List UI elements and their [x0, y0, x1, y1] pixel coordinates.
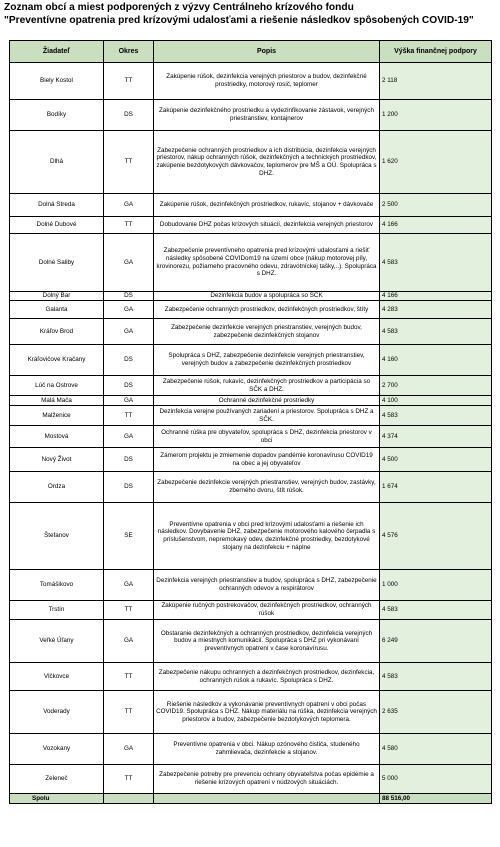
- applicant-cell: Biely Kostol: [10, 63, 104, 100]
- amount-cell: 4 580: [380, 734, 492, 765]
- description-cell: Zakúpenie dezinfekčného prostriedku a vydezinfikovanie zástavok, verejných priestranstiev, kontajnerov: [154, 100, 380, 131]
- table-row: [10, 217, 492, 234]
- amount-cell: 4 100: [380, 396, 492, 406]
- table-row: [10, 406, 492, 426]
- district-cell: TT: [104, 406, 154, 426]
- applicant-cell: Zeleneč: [10, 765, 104, 794]
- amount-cell: 6 249: [380, 620, 492, 663]
- header-applicant: Žiadateľ: [10, 41, 104, 63]
- district-cell: GA: [104, 234, 154, 292]
- total-district-cell: [104, 794, 154, 804]
- description-cell: Ochranné dezinfekčné prostriedky: [154, 396, 380, 406]
- heading-line-2: "Preventívne opatrenia pred krízovými udalosťami a riešenie následkov spôsobených COVID-19": [4, 14, 474, 26]
- applicant-cell: Dolné Saliby: [10, 234, 104, 292]
- applicant-cell: Kráľovičove Kračany: [10, 345, 104, 376]
- amount-cell: 2 500: [380, 194, 492, 217]
- district-cell: TT: [104, 217, 154, 234]
- document-heading: [4, 2, 498, 27]
- district-cell: DS: [104, 292, 154, 301]
- amount-cell: 4 160: [380, 345, 492, 376]
- table-row: [10, 301, 492, 319]
- description-cell: Ochranné rúška pre obyvateľov, spolupráca s DHZ, dezinfekcia priestorov v obci: [154, 426, 380, 448]
- district-cell: DS: [104, 448, 154, 472]
- applicant-cell: Malá Mača: [10, 396, 104, 406]
- amount-cell: 4 283: [380, 301, 492, 319]
- description-cell: Zabezpečenie ochranných prostriedkov a ich distribúcia, dezinfekcia verejných priestorov, nákup ochranných rúšok, dezinfekčných a technických prostriedkov, zakúpenie bezdotykových dávkovačov, teplomerov pre MŠ a OÚ. Spolupráca s DHZ.: [154, 131, 380, 194]
- description-cell: Dobudovanie DHZ počas krízových situácií, dezinfekcia verejných priestorov: [154, 217, 380, 234]
- applicant-cell: Kráľov Brod: [10, 319, 104, 345]
- description-cell: Zabezpečenie ochranných prostriedkov, dezinfekčných prostriedkov, štíty: [154, 301, 380, 319]
- table-row: [10, 292, 492, 301]
- description-cell: Zakúpenie rúšok, dezinfekčných prostriedkov, rukavíc, stojanov + dávkovače: [154, 194, 380, 217]
- district-cell: TT: [104, 691, 154, 734]
- district-cell: TT: [104, 765, 154, 794]
- district-cell: DS: [104, 472, 154, 503]
- table-row: [10, 426, 492, 448]
- district-cell: DS: [104, 376, 154, 396]
- applicant-cell: Vlčkovce: [10, 663, 104, 691]
- applicant-cell: Dlhá: [10, 131, 104, 194]
- table-row: [10, 472, 492, 503]
- applicant-cell: Veľké Úľany: [10, 620, 104, 663]
- table-row: [10, 734, 492, 765]
- table-row: [10, 376, 492, 396]
- district-cell: TT: [104, 601, 154, 620]
- district-cell: TT: [104, 663, 154, 691]
- description-cell: Preventívne opatrenia v obci pred krízovými udalosťami a riešenie ich následkov. Dovybavenie DHZ, zabezpečenie motorového kalového čerpadla s príslušenstvom, nepremokavý odev, dezinfekčné prostriedky, bezdotykové stojany na dezinfekciu + náplne: [154, 503, 380, 570]
- district-cell: GA: [104, 396, 154, 406]
- applicant-cell: Tomášikovo: [10, 570, 104, 601]
- district-cell: GA: [104, 620, 154, 663]
- table-row: [10, 503, 492, 570]
- district-cell: TT: [104, 131, 154, 194]
- description-cell: Zabezpečenie nákupu ochranných a dezinfekčných prostriedkov, dezinfekcia, ochranných rúšok a rukavíc. Spolupráca s DHZ.: [154, 663, 380, 691]
- description-cell: Zakúpenie rúšok, dezinfekcia verejných priestorov a budov, dezinfekčné prostriedky, motorový rosič, teplomer: [154, 63, 380, 100]
- support-table: [9, 40, 492, 804]
- table-row: [10, 345, 492, 376]
- applicant-cell: Mostová: [10, 426, 104, 448]
- table-row: [10, 620, 492, 663]
- description-cell: Zakúpenie ručných postrekovačov, dezinfekčných prostriedkov, ochranných rúšok: [154, 601, 380, 620]
- total-amount: 88 516,00: [380, 794, 492, 804]
- total-row: [10, 794, 492, 804]
- description-cell: Obstaranie dezinfekčných a ochranných prostriedkov, dezinfekcia verejných budov a miestnych komunikácií. Spolupráca s DHZ pri vykonávaní preventívnych opatrení v čase koronavírusu.: [154, 620, 380, 663]
- district-cell: GA: [104, 301, 154, 319]
- amount-cell: 1 620: [380, 131, 492, 194]
- applicant-cell: Malženice: [10, 406, 104, 426]
- district-cell: GA: [104, 570, 154, 601]
- table-row: [10, 396, 492, 406]
- amount-cell: 2 635: [380, 691, 492, 734]
- description-cell: Zámerom projektu je zmiernenie dopadov pandémie koronavírusu COVID19 na obec a jej obyvateľov: [154, 448, 380, 472]
- table-row: [10, 663, 492, 691]
- table-body: [10, 63, 492, 804]
- amount-cell: 4 583: [380, 406, 492, 426]
- heading-line-1: Zoznam obcí a miest podporených z výzvy Centrálneho krízového fondu: [4, 2, 354, 13]
- total-label: Spolu: [10, 794, 104, 804]
- table-row: [10, 691, 492, 734]
- applicant-cell: Voderady: [10, 691, 104, 734]
- amount-cell: 1 000: [380, 570, 492, 601]
- table-row: [10, 194, 492, 217]
- amount-cell: 4 583: [380, 663, 492, 691]
- description-cell: Dezinfekcia budov a spolupráca so SČK: [154, 292, 380, 301]
- applicant-cell: Bodíky: [10, 100, 104, 131]
- amount-cell: 4 583: [380, 601, 492, 620]
- description-cell: Zabezpečenie preventívneho opatrenia pred krízovými udalosťami a riešiť následky spôsobené COVIDom19 na území obce (nákup motorovej píly, krovinorezu, požiarneho pracovného odevu, zdravotníckej tašky,..). Spolupráca s DHZ.: [154, 234, 380, 292]
- amount-cell: 4 166: [380, 217, 492, 234]
- district-cell: TT: [104, 63, 154, 100]
- applicant-cell: Vozokany: [10, 734, 104, 765]
- table-row: [10, 234, 492, 292]
- amount-cell: 4 576: [380, 503, 492, 570]
- table-row: [10, 601, 492, 620]
- header-district: Okres: [104, 41, 154, 63]
- amount-cell: 5 000: [380, 765, 492, 794]
- total-description-cell: [154, 794, 380, 804]
- description-cell: Zabezpečenie dezinfekcie verejných priestranstiev, verejných budov, zastávky, zberného dvoru, štít rúšok.: [154, 472, 380, 503]
- amount-cell: 4 500: [380, 448, 492, 472]
- table-row: [10, 131, 492, 194]
- description-cell: Spolupráca s DHZ, zabezpečenie dezinfekcie verejných priestranstiev, verejných budov a zabezpečenie dezinfekčných prostriedkov: [154, 345, 380, 376]
- amount-cell: 1 200: [380, 100, 492, 131]
- district-cell: DS: [104, 100, 154, 131]
- description-cell: Zabezpečenie dezinfekcie verejných priestranstiev, verejných budov, zabezpečenie dezinfekčných stojanov: [154, 319, 380, 345]
- amount-cell: 1 674: [380, 472, 492, 503]
- district-cell: GA: [104, 426, 154, 448]
- district-cell: DS: [104, 345, 154, 376]
- table-row: [10, 570, 492, 601]
- description-cell: Dezinfekcia verejne používaných zariadení a priestorov. Spolupráca s DHZ a SČK.: [154, 406, 380, 426]
- table-row: [10, 765, 492, 794]
- description-cell: Zabezpečenie rúšok, rukavíc, dezinfekčných prostriedkov a participácia so SČK a DHZ.: [154, 376, 380, 396]
- amount-cell: 4 583: [380, 319, 492, 345]
- amount-cell: 2 700: [380, 376, 492, 396]
- header-description: Popis: [154, 41, 380, 63]
- applicant-cell: Dolný Bar: [10, 292, 104, 301]
- amount-cell: 2 118: [380, 63, 492, 100]
- description-cell: Preventívne opatrenia v obci. Nákup ozónového čističa, studeného zahmlievača, dezinfekcie a stojanov.: [154, 734, 380, 765]
- district-cell: GA: [104, 319, 154, 345]
- table-row: [10, 100, 492, 131]
- description-cell: Zabezpečenie potreby pre prevenciu ochrany obyvateľstva počas epidémie a riešenie krízových opatrení v núdzových situáciách.: [154, 765, 380, 794]
- table-row: [10, 448, 492, 472]
- district-cell: GA: [104, 194, 154, 217]
- district-cell: GA: [104, 734, 154, 765]
- applicant-cell: Dolná Streda: [10, 194, 104, 217]
- header-amount: Výška finančnej podpory: [380, 41, 492, 63]
- applicant-cell: Lúč na Ostrove: [10, 376, 104, 396]
- applicant-cell: Galanta: [10, 301, 104, 319]
- description-cell: Dezinfekcia verejných priestranstiev a budov, spolupráca s DHZ, zabezpečenie ochranných odevov a respirátorov: [154, 570, 380, 601]
- applicant-cell: Nový Život: [10, 448, 104, 472]
- table-header-row: [10, 41, 492, 63]
- applicant-cell: Ordza: [10, 472, 104, 503]
- amount-cell: 4 166: [380, 292, 492, 301]
- table-row: [10, 319, 492, 345]
- applicant-cell: Trstín: [10, 601, 104, 620]
- district-cell: SE: [104, 503, 154, 570]
- amount-cell: 4 583: [380, 234, 492, 292]
- table-row: [10, 63, 492, 100]
- amount-cell: 4 374: [380, 426, 492, 448]
- applicant-cell: Dolné Dubové: [10, 217, 104, 234]
- applicant-cell: Štefanov: [10, 503, 104, 570]
- description-cell: Riešenie následkov a vykonávanie preventívnych opatrení v obci počas COVID19. Spolupráca s DHZ. Nákup materiálu na rúška, dezinfekcia verejných priestorov a budov, zabezpečenie bezdotykových teplomera.: [154, 691, 380, 734]
